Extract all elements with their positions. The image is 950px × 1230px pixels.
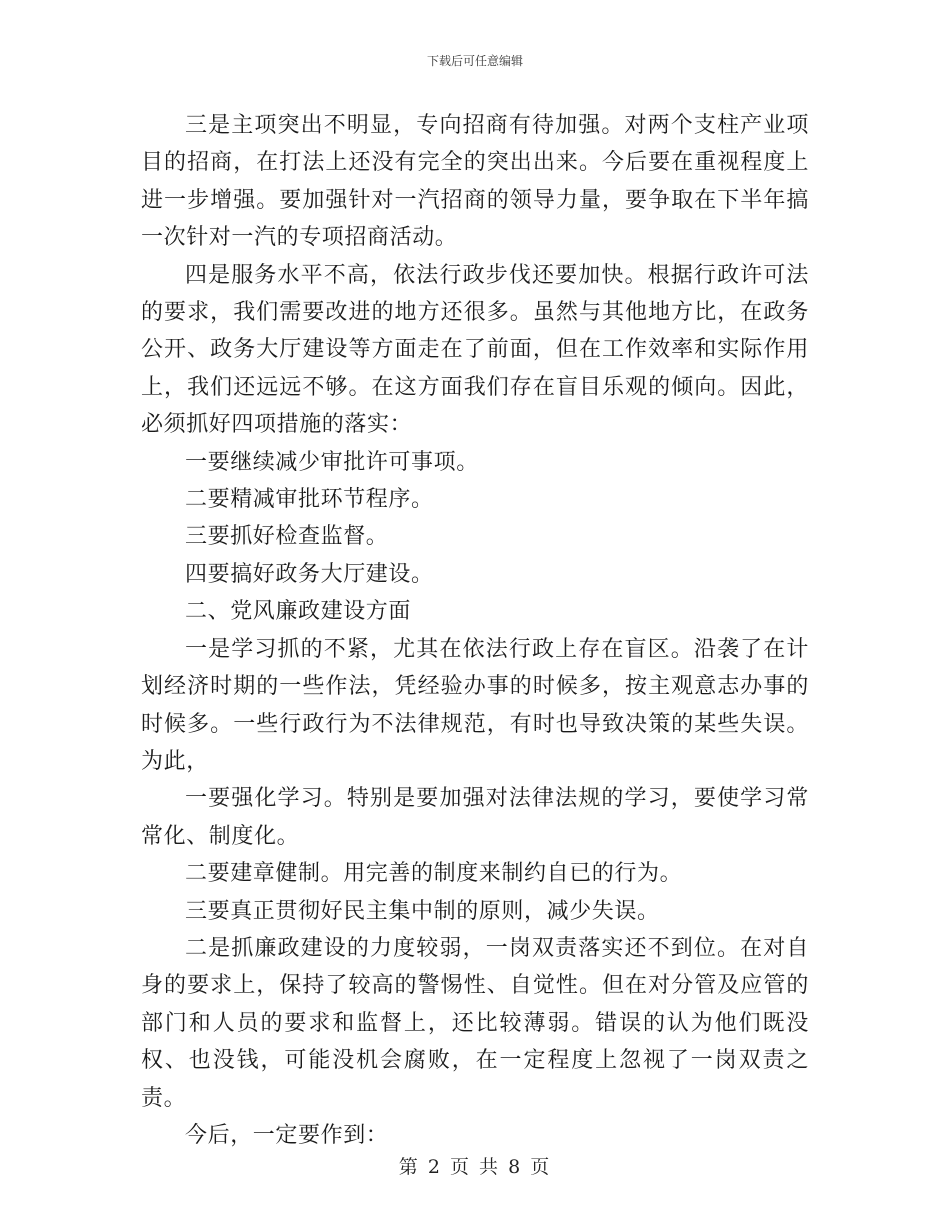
list-item: 二要建章健制。用完善的制度来制约自已的行为。 bbox=[185, 861, 683, 887]
footer-suffix: 页 bbox=[530, 1156, 552, 1178]
paragraph: 一是学习抓的不紧，尤其在依法行政上存在盲区。沿袭了在计划经济时期的一些作法，凭经验办事的时候多，按主观意志办事的时候多。一些行政行为不法律规范，有时也导致决策的某些失误。为此， bbox=[141, 636, 809, 774]
document-body bbox=[141, 107, 809, 1154]
section-heading: 二、党风廉政建设方面 bbox=[185, 599, 412, 625]
list-item: 二要精减审批环节程序。 bbox=[185, 487, 434, 513]
page-header: 下载后可任意编辑 bbox=[426, 54, 523, 68]
list-item: 三要真正贯彻好民主集中制的原则，减少失误。 bbox=[185, 898, 660, 924]
total-page-count: 8 bbox=[508, 1156, 523, 1178]
list-item: 一要强化学习。特别是要加强对法律法规的学习，要使学习常常化、制度化。 bbox=[141, 786, 809, 849]
list-item: 四要搞好政务大厅建设。 bbox=[185, 561, 434, 587]
paragraph: 二是抓廉政建设的力度较弱，一岗双责落实还不到位。在对自身的要求上，保持了较高的警惕性、自觉性。但在对分管及应管的部门和人员的要求和监督上，还比较薄弱。错误的认为他们既没权、也没钱，可能没机会腐败，在一定程度上忽视了一岗双责之责。 bbox=[141, 935, 809, 1111]
current-page-number: 2 bbox=[427, 1156, 442, 1178]
footer-prefix: 第 bbox=[398, 1156, 420, 1178]
paragraph: 今后，一定要作到： bbox=[185, 1122, 389, 1148]
page-number-footer bbox=[0, 1152, 950, 1179]
paragraph: 四是服务水平不高，依法行政步伐还要加快。根据行政许可法的要求，我们需要改进的地方还很多。虽然与其他地方比，在政务公开、政务大厅建设等方面走在了前面，但在工作效率和实际作用上，我们还远远不够。在这方面我们存在盲目乐观的倾向。因此，必须抓好四项措施的落实： bbox=[141, 262, 809, 438]
footer-middle: 页 共 bbox=[449, 1156, 501, 1178]
paragraph: 三是主项突出不明显，专向招商有待加强。对两个支柱产业项目的招商，在打法上还没有完全的突出出来。今后要在重视程度上进一步增强。要加强针对一汽招商的领导力量，要争取在下半年搞一次针对一汽的专项招商活动。 bbox=[141, 113, 809, 251]
list-item: 三要抓好检查监督。 bbox=[185, 524, 389, 550]
list-item: 一要继续减少审批许可事项。 bbox=[185, 449, 479, 475]
